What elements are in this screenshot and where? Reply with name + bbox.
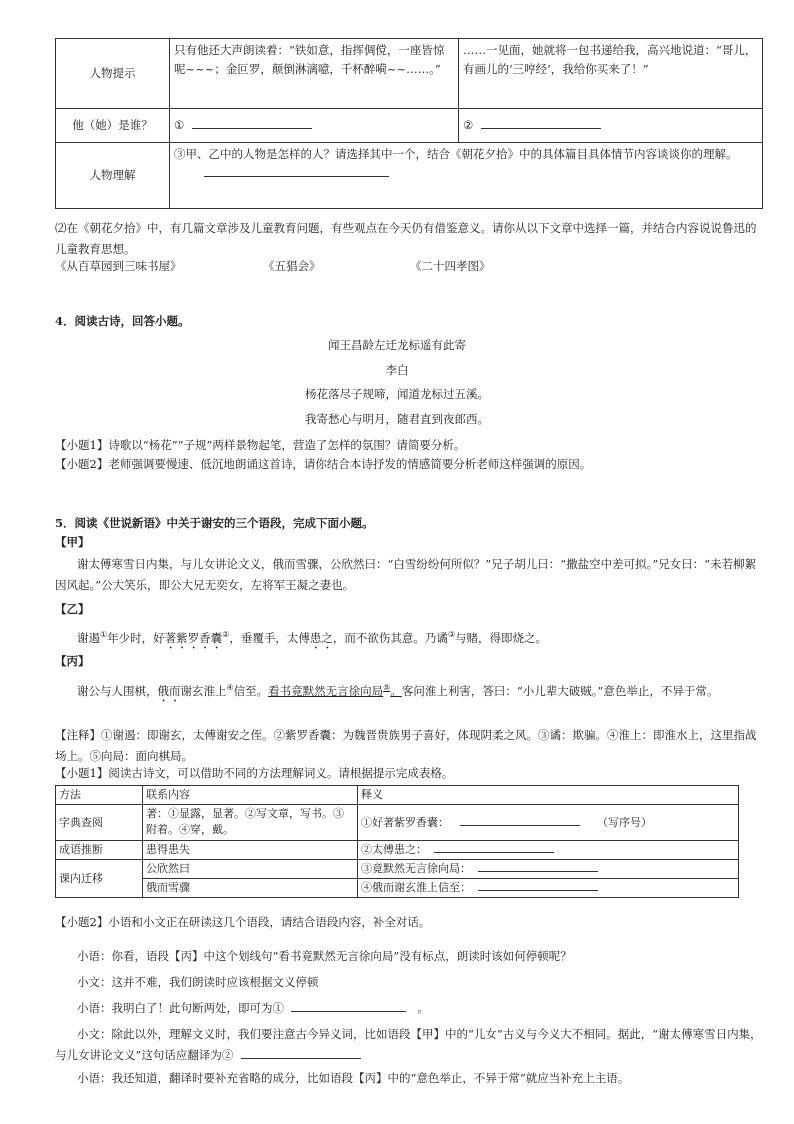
content-transfer-1: 公欣然曰 (143, 860, 358, 879)
dialog-3[interactable]: 小语：我明白了！此句断两处，即可为① 。 (77, 1001, 429, 1015)
poem-line-2: 我寄愁心与明月，随君直到夜郎西。 (305, 412, 489, 426)
dialog-2: 小文：这并不难，我们朗读时应该根据文义停顿 (77, 975, 319, 989)
dialog-1: 小语：你看，语段【丙】中这个划线句“看书竟默然无言徐向局”没有标点，朗读时该如何停顿呢？ (77, 949, 572, 963)
option-3: 《二十四孝图》 (410, 259, 491, 273)
answer-blank-2[interactable] (481, 128, 601, 129)
q4-heading: 4．阅读古诗，回答小题。 (55, 314, 190, 328)
answer-cell-2[interactable]: ② (459, 109, 763, 143)
row-label-understanding: 人物理解 (56, 143, 170, 209)
row-label-hint: 人物提示 (56, 39, 170, 109)
notes: 【注释】①谢遏：即谢玄，太傅谢安之侄。②紫罗香囊：为魏晋贵族男子喜好，体现阴柔之风。③谲：欺骗。④淮上：即淮水上，这里指战场上。⑤向局：面向棋局。 (55, 728, 757, 763)
content-idiom: 患得患失 (143, 841, 358, 860)
poem-title: 闻王昌龄左迁龙标遥有此寄 (328, 338, 466, 352)
th-meaning: 释义 (358, 786, 739, 805)
method-idiom: 成语推断 (56, 841, 143, 860)
bing-text: 谢公与人围棋，俄而谢玄淮上④信至。看书竟默然无言徐向局⑤。客问淮上利害，答曰：“小儿辈大破贼。”意色举止，不异于常。 (77, 683, 719, 698)
character-table (55, 38, 763, 209)
row-label-who: 他（她）是谁？ (56, 109, 170, 143)
underlined-sentence: 看书竟默然无言徐向局 (268, 683, 384, 698)
dialog-4[interactable]: 小文：除此以外，理解文义时，我们要注意古今异义词，比如语段【甲】中的“儿女”古义与今义大不相同。据此，“谢太傅寒雪日内集，与儿女讲论文义”这句话应翻译为② (55, 1027, 762, 1062)
answer-row-1[interactable]: ①好著紫罗香囊： （写序号） (358, 805, 739, 841)
answer-row-4[interactable]: ④俄而谢玄淮上信至： (358, 879, 739, 898)
hint-left: 只有他还大声朗读着：“铁如意，指挥倜傥，一座皆惊呢~~~；金叵罗，颠倒淋漓噫，千杯醉嗬~~……。” (170, 39, 459, 109)
content-dictionary: 著：①显露，显著。②写文章，写书。③附着。④穿，戴。 (143, 805, 358, 841)
answer-row-3[interactable]: ③竟默然无言徐向局： (358, 860, 739, 879)
method-transfer: 课内迁移 (56, 860, 143, 898)
dialog-blank-2[interactable] (241, 1058, 361, 1059)
q5-sub1: 【小题1】阅读古诗文，可以借助不同的方法理解词义。请根据提示完成表格。 (55, 766, 454, 780)
vocab-table (55, 785, 739, 898)
answer-blank-3[interactable] (204, 164, 389, 177)
content-transfer-2: 俄而雪骤 (143, 879, 358, 898)
question-2: ⑵在《朝花夕拾》中，有几篇文章涉及儿童教育问题，有些观点在今天仍有借鉴意义。请你从以下文章中选择一篇，并结合内容说说鲁迅的儿童教育思想。 (55, 221, 757, 256)
yi-label: 【乙】 (55, 602, 90, 616)
jia-text: 谢太傅寒雪日内集，与儿女讲论文义，俄而雪骤，公欣然曰：“白雪纷纷何所似？”兄子胡儿曰：“撒盐空中差可拟。”兄女曰：“未若柳絮因风起。”公大笑乐，即公大兄无奕女，左将军王凝之妻也。 (55, 557, 757, 592)
q5-heading: 5．阅读《世说新语》中关于谢安的三个语段，完成下面小题。 (55, 516, 374, 530)
th-method: 方法 (56, 786, 143, 805)
q4-sub1: 【小题1】诗歌以“杨花”“子规”两样景物起笔，营造了怎样的氛围？请简要分析。 (55, 438, 466, 452)
poem-author: 李白 (385, 363, 409, 377)
bing-label: 【丙】 (55, 654, 90, 668)
answer-row-2[interactable]: ②太傅患之： (358, 841, 739, 860)
poem-line-1: 杨花落尽子规啼，闻道龙标过五溪。 (305, 387, 489, 401)
th-content: 联系内容 (143, 786, 358, 805)
yi-text: 谢遏①年少时，好著紫罗香囊②，垂覆手，太傅患之，而不欲伤其意。乃谲③与赌，得即烧之。 (77, 630, 548, 645)
hint-right: ……一见面，她就将一包书递给我，高兴地说道：“哥儿，有画儿的‘三哼经’，我给你买来了！” (459, 39, 763, 109)
vocab-blank-1[interactable] (460, 825, 580, 826)
dialog-5: 小语：我还知道，翻译时要补充省略的成分，比如语段【丙】中的“意色举止，不异于常”就应当补充上主语。 (77, 1071, 630, 1085)
option-2: 《五猖会》 (263, 259, 321, 273)
vocab-blank-2[interactable] (434, 852, 554, 853)
q4-sub2: 【小题2】老师强调要慢速、低沉地朗诵这首诗，请你结合本诗抒发的情感简要分析老师这样强调的原因。 (55, 457, 592, 471)
vocab-blank-4[interactable] (478, 890, 598, 891)
answer-cell-1[interactable]: ① (170, 109, 459, 143)
jia-label: 【甲】 (55, 535, 90, 549)
option-1: 《从百草园到三味书屋》 (55, 259, 182, 273)
vocab-blank-3[interactable] (478, 871, 598, 872)
answer-blank-1[interactable] (192, 128, 312, 129)
q5-sub2: 【小题2】小语和小文正在研读这几个语段，请结合语段内容，补全对话。 (55, 915, 431, 929)
understanding-cell[interactable]: ③甲、乙中的人物是怎样的人？请选择其中一个，结合《朝花夕拾》中的具体篇目具体情节内容谈谈你的理解。 (170, 143, 763, 209)
dialog-blank-1[interactable] (291, 1011, 406, 1012)
method-dictionary: 字典查阅 (56, 805, 143, 841)
